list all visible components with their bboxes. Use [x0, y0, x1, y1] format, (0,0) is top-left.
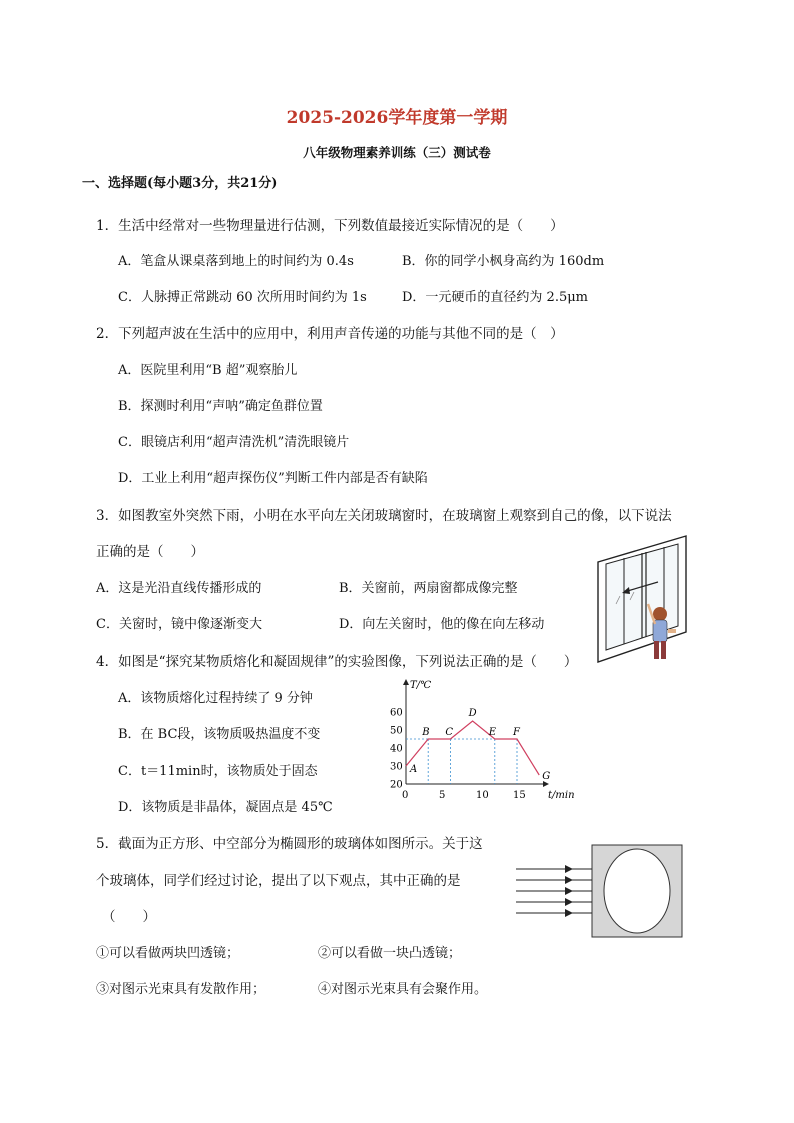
graph-y-tick-label: 50	[390, 725, 403, 737]
graph-y-label: T/℃	[410, 680, 432, 691]
q3-stem-line2: 正确的是（ ）	[96, 544, 204, 560]
graph-x-label: t/min	[548, 790, 575, 801]
q3-option-d: D．向左关窗时，他的像在向左移动	[339, 617, 545, 632]
q1-option-a: A．笔盒从课桌落到地上的时间约为 0.4s	[118, 254, 354, 269]
graph-point-label: F	[513, 727, 520, 738]
graph-point-label: E	[488, 727, 497, 738]
graph-point-label: D	[468, 708, 477, 719]
temperature-time-graph	[388, 676, 578, 804]
q5-option-1: ①可以看做两块凹透镜；	[96, 946, 240, 961]
graph-origin: 0	[402, 790, 409, 801]
q4-option-d: D．该物质是非晶体，凝固点是 45℃	[118, 800, 333, 815]
q4-stem: 4．如图是“探究某物质熔化和凝固规律”的实验图像，下列说法正确的是（ ）	[96, 654, 578, 670]
q3-option-b: B．关窗前，两扇窗都成像完整	[339, 581, 518, 596]
graph-y-tick-label: 60	[390, 707, 403, 719]
q2-stem: 2．下列超声波在生活中的应用中，利用声音传递的功能与其他不同的是（ ）	[96, 326, 564, 342]
graph-y-tick-label: 30	[390, 761, 403, 773]
graph-point-label: A	[410, 764, 418, 775]
glass-body-illustration	[512, 843, 686, 939]
graph-x-tick-label: 10	[476, 790, 489, 801]
q2-option-b: B．探测时利用“声呐”确定鱼群位置	[118, 399, 323, 414]
q2-option-c: C．眼镜店利用“超声清洗机”清洗眼镜片	[118, 435, 350, 450]
graph-y-tick-label: 40	[390, 743, 403, 755]
q3-option-a: A．这是光沿直线传播形成的	[96, 581, 262, 596]
q5-option-3: ③对图示光束具有发散作用；	[96, 982, 266, 997]
q5-option-4: ④对图示光束具有会聚作用。	[318, 982, 488, 997]
q5-option-2: ②可以看做一块凸透镜；	[318, 946, 462, 961]
graph-y-tick-label: 20	[390, 779, 403, 791]
graph-point-label: C	[445, 727, 454, 738]
page-title: 2025-2026学年度第一学期	[286, 108, 508, 128]
graph-x-tick-label: 5	[439, 790, 446, 801]
q1-option-c: C．人脉搏正常跳动 60 次所用时间约为 1s	[118, 290, 367, 305]
page-subtitle: 八年级物理素养训练（三）测试卷	[303, 145, 491, 160]
window-illustration	[596, 534, 688, 664]
q1-stem: 1．生活中经常对一些物理量进行估测，下列数值最接近实际情况的是（ ）	[96, 218, 564, 234]
q3-option-c: C．关窗时，镜中像逐渐变大	[96, 617, 262, 632]
q2-option-d: D．工业上利用“超声探伤仪”判断工件内部是否有缺陷	[118, 471, 428, 486]
q5-stem-line2: 个玻璃体，同学们经过讨论，提出了以下观点，其中正确的是	[96, 873, 461, 889]
q1-option-b: B．你的同学小枫身高约为 160dm	[402, 254, 605, 269]
q4-option-c: C．t＝11min时，该物质处于固态	[118, 764, 318, 779]
q4-option-b: B．在 BC段，该物质吸热温度不变	[118, 727, 321, 742]
graph-point-label: G	[542, 771, 551, 782]
graph-x-tick-label: 15	[513, 790, 526, 801]
q2-option-a: A．医院里利用“B 超”观察胎儿	[118, 363, 298, 378]
section-heading: 一、选择题(每小题3分，共21分)	[82, 176, 278, 191]
q1-option-d: D．一元硬币的直径约为 2.5μm	[402, 290, 589, 305]
q3-stem-line1: 3．如图教室外突然下雨，小明在水平向左关闭玻璃窗时，在玻璃窗上观察到自己的像，以下说法	[96, 508, 672, 524]
q5-stem-line3: （ ）	[102, 909, 156, 925]
q4-option-a: A．该物质熔化过程持续了 9 分钟	[118, 691, 313, 706]
graph-point-label: B	[422, 727, 430, 738]
q5-stem-line1: 5．截面为正方形、中空部分为椭圆形的玻璃体如图所示。关于这	[96, 836, 483, 852]
